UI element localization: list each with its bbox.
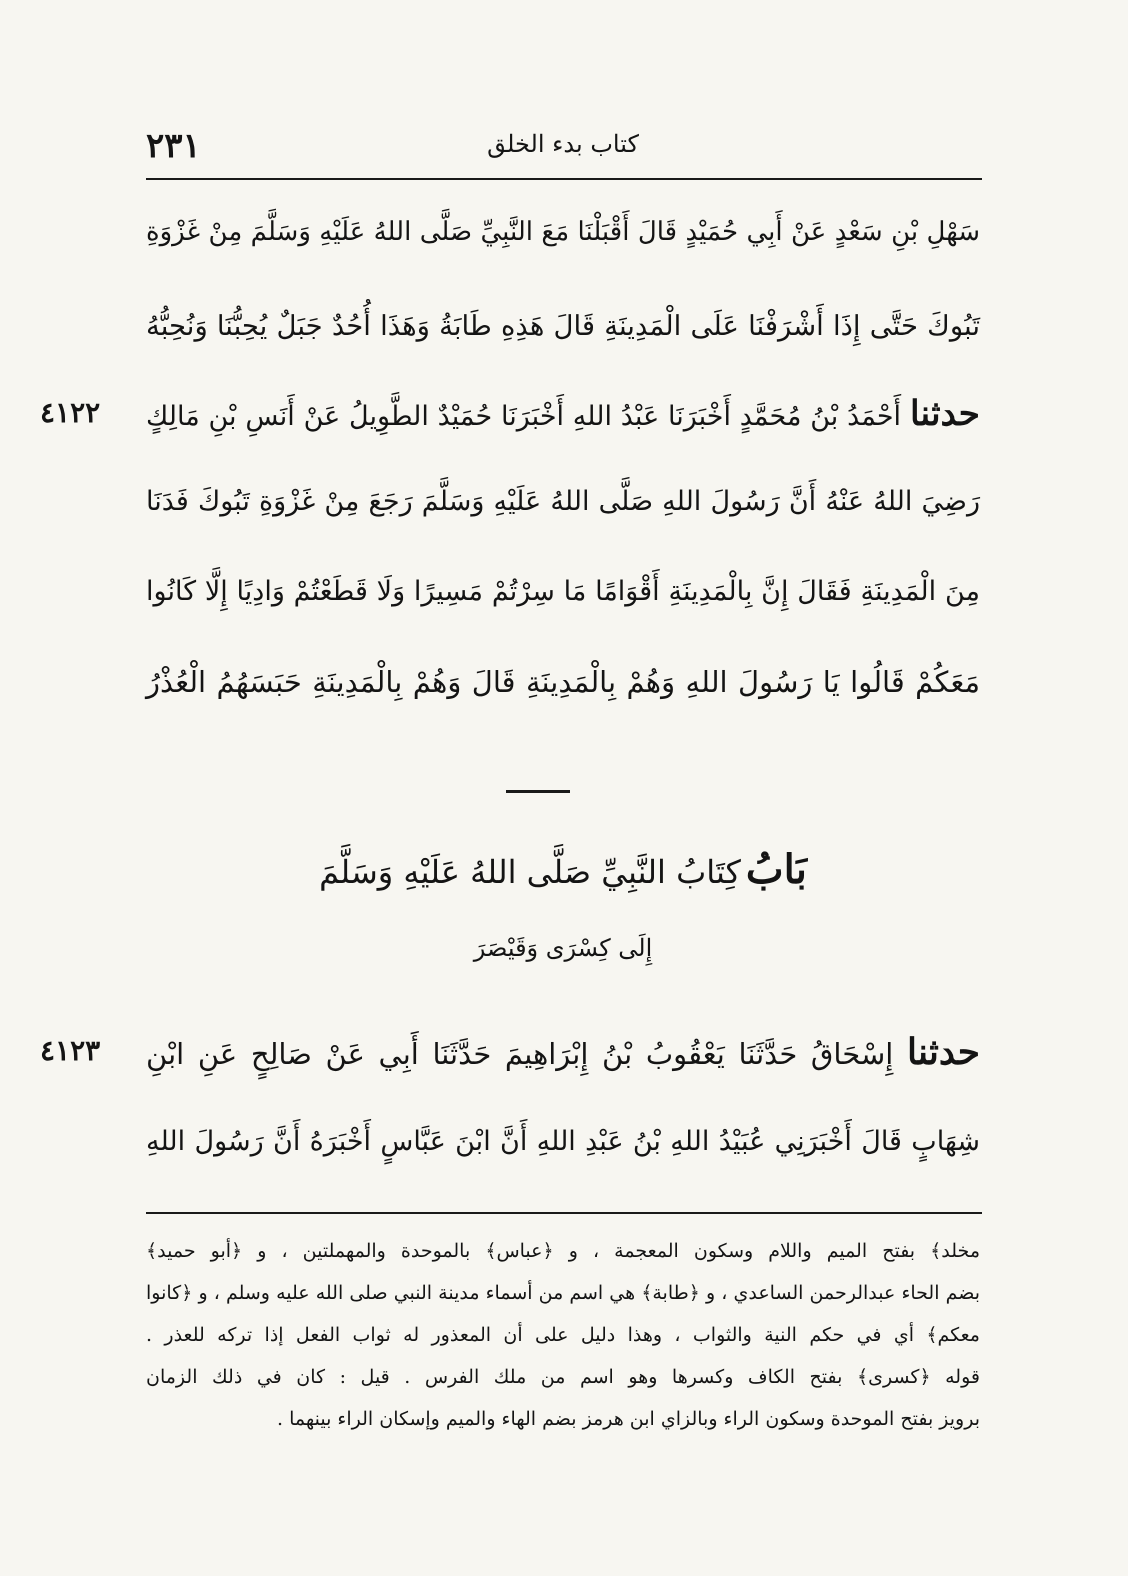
book-title: كتاب بدء الخلق bbox=[487, 130, 639, 158]
footnote-rule bbox=[146, 1212, 982, 1214]
section-divider bbox=[506, 790, 570, 793]
footnote-line: برويز بفتح الموحدة وسكون الراء وبالزاي ابن هرمز بضم الهاء والميم وإسكان الراء بينهما . bbox=[277, 1408, 980, 1430]
text-line: رَضِيَ اللهُ عَنْهُ أَنَّ رَسُولَ اللهِ صَلَّى اللهُ عَلَيْهِ وَسَلَّمَ رَجَعَ مِنْ غَزْوَةِ تَبُوكَ فَدَنَا bbox=[146, 486, 980, 517]
text-line: مَعَكُمْ قَالُوا يَا رَسُولَ اللهِ وَهُمْ بِالْمَدِينَةِ قَالَ وَهُمْ بِالْمَدِينَةِ حَبَسَهُمُ الْعُذْرُ bbox=[146, 665, 980, 699]
footnote-line: قوله ﴿كسرى﴾ بفتح الكاف وكسرها وهو اسم من ملك الفرس . قيل : كان في ذلك الزمان bbox=[146, 1366, 980, 1388]
header-rule bbox=[146, 178, 982, 180]
hadith-lead-word: حدثنا bbox=[910, 394, 980, 434]
footnote-line: بضم الحاء عبدالرحمن الساعدي ، و ﴿طابة﴾ هي اسم من أسماء مدينة النبي صلى الله عليه وسلم ، و ﴿كانوا bbox=[146, 1282, 980, 1304]
hadith-number: ٤١٢٣ bbox=[40, 1034, 101, 1067]
hadith-number: ٤١٢٢ bbox=[40, 396, 101, 429]
chapter-bab-word: بَابُ bbox=[745, 846, 807, 893]
hadith-line-text: إِسْحَاقُ حَدَّثَنَا يَعْقُوبُ بْنُ إِبْرَاهِيمَ حَدَّثَنَا أَبِي عَنْ صَالِحٍ عَنِ ابْنِ bbox=[146, 1037, 894, 1071]
chapter-heading bbox=[146, 846, 980, 893]
text-line: شِهَابٍ قَالَ أَخْبَرَنِي عُبَيْدُ اللهِ بْنُ عَبْدِ اللهِ أَنَّ ابْنَ عَبَّاسٍ أَخْبَرَهُ أَنَّ رَسُولَ اللهِ bbox=[146, 1126, 980, 1157]
hadith-lead-word: حدثنا bbox=[906, 1031, 980, 1073]
running-header bbox=[146, 122, 980, 176]
text-line: مِنَ الْمَدِينَةِ فَقَالَ إِنَّ بِالْمَدِينَةِ أَقْوَامًا مَا سِرْتُمْ مَسِيرًا وَلَا قَطَعْتُمْ وَادِيًا إِلَّا كَانُوا bbox=[146, 576, 980, 607]
hadith-opening-line bbox=[146, 1032, 980, 1074]
footnote-line: معكم﴾ أي في حكم النية والثواب ، وهذا دليل على أن المعذور له ثواب الفعل إذا تركه للعذر . bbox=[146, 1324, 980, 1346]
footnote-line: مخلد﴾ بفتح الميم واللام وسكون المعجمة ، و ﴿عباس﴾ بالموحدة والمهملتين ، و ﴿أبو حميد﴾ bbox=[146, 1240, 980, 1262]
hadith-opening-line bbox=[146, 394, 980, 437]
text-line: تَبُوكَ حَتَّى إِذَا أَشْرَفْنَا عَلَى الْمَدِينَةِ قَالَ هَذِهِ طَابَةُ وَهَذَا أُحُدٌ جَبَلٌ يُحِبُّنَا وَنُحِبُّهُ bbox=[146, 310, 980, 342]
page-number: ٢٣١ bbox=[146, 126, 201, 166]
text-line: سَهْلِ بْنِ سَعْدٍ عَنْ أَبِي حُمَيْدٍ قَالَ أَقْبَلْنَا مَعَ النَّبِيِّ صَلَّى اللهُ عَلَيْهِ وَسَلَّمَ مِنْ غَزْوَةِ bbox=[146, 217, 980, 247]
chapter-subtitle: إِلَى كِسْرَى وَقَيْصَرَ bbox=[473, 934, 653, 962]
chapter-title: كِتَابُ النَّبِيِّ صَلَّى اللهُ عَلَيْهِ وَسَلَّمَ bbox=[319, 853, 741, 891]
hadith-line-text: أَحْمَدُ بْنُ مُحَمَّدٍ أَخْبَرَنَا عَبْدُ اللهِ أَخْبَرَنَا حُمَيْدٌ الطَّوِيلُ عَنْ أَنَسِ بْنِ مَالِكٍ bbox=[146, 401, 902, 432]
